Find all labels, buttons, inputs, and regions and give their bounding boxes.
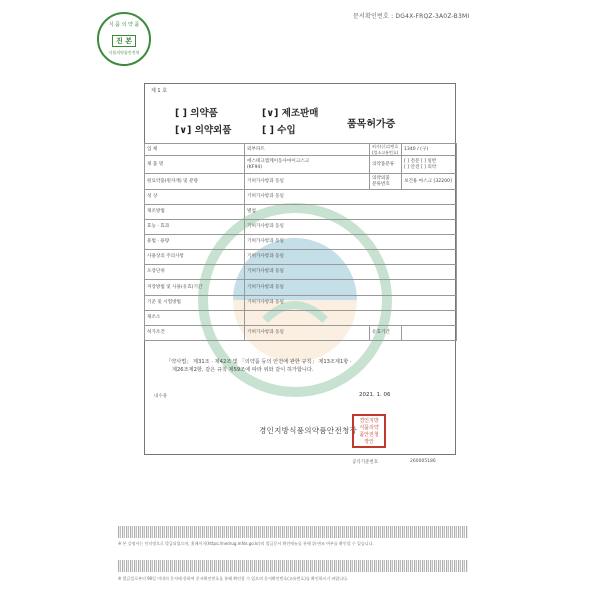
check-import: [ ] 수입 bbox=[262, 125, 296, 136]
value-drug-class-1: [ ] 전문 [ ] 일반 bbox=[404, 159, 437, 164]
value-ingredients: 기허가사항과 동일 bbox=[245, 174, 370, 190]
table-row bbox=[145, 311, 457, 326]
official-seal bbox=[352, 414, 386, 448]
label-efficacy: 효능 · 효과 bbox=[145, 220, 245, 235]
table-row bbox=[145, 250, 457, 265]
label-packaging: 포장단위 bbox=[145, 265, 245, 280]
label-drug-class: 의약품분류 bbox=[370, 156, 402, 174]
verification-barcode-2 bbox=[118, 560, 468, 572]
stamp-badge: 진 본 bbox=[112, 35, 136, 47]
label-product-name: 제 품 명 bbox=[145, 156, 245, 174]
table-row bbox=[145, 205, 457, 220]
value-manufacturing-method: 별첨 bbox=[245, 205, 457, 220]
reference-number: 260005186 bbox=[410, 459, 436, 464]
stamp-bottom-text: 식품의약품안전처 bbox=[108, 50, 140, 55]
footnote-line-2: ※ 발급일로부터 90일 이내의 문서에 한하여 문서확인번호를 통해 확인할 수 있으며 문서확인번호(고유번호)를 확인하시기 바랍니다. bbox=[118, 576, 349, 581]
label-license-number: 허가(신고)번호 bbox=[372, 144, 399, 149]
label-validity: 유효기간 bbox=[370, 326, 402, 341]
stamp-top-text: 식 품 의 약 품 bbox=[108, 22, 140, 28]
value-efficacy: 기허가사항과 동일 bbox=[245, 220, 457, 235]
note-line-1: 「약사법」 제31조 · 제42조 및 「의약품 등의 안전에 관한 규칙」 제13조제1항 · bbox=[166, 359, 352, 365]
issuing-agency: 경인지방식품의약품안전청장 bbox=[259, 426, 358, 435]
value-appearance: 기허가사항과 동일 bbox=[245, 190, 457, 205]
label-dosage: 용법 · 용량 bbox=[145, 235, 245, 250]
label-company: 업 체 bbox=[145, 144, 245, 156]
value-validity bbox=[402, 326, 457, 341]
seal-line-4: 장인 bbox=[364, 439, 374, 445]
reference-label: 공식기준번호 bbox=[352, 460, 379, 465]
product-info-table bbox=[144, 143, 457, 341]
label-manufacturer: 제조소 bbox=[145, 311, 245, 326]
seal-line-2: 식품의약 bbox=[359, 425, 379, 431]
value-product-name: 에스테크엠케이동사마이크스크 bbox=[247, 159, 310, 164]
note-line-2: 제26조제2항, 같은 규칙 제59조에 따라 위와 같이 허가합니다. bbox=[172, 367, 314, 373]
value-company: 외부파트 bbox=[245, 144, 370, 156]
table-row bbox=[145, 326, 457, 341]
verification-barcode bbox=[118, 526, 468, 538]
label-license-sub: (업소고유번호) bbox=[372, 149, 399, 155]
table-row bbox=[145, 144, 457, 156]
table-row bbox=[145, 265, 457, 280]
table-row bbox=[145, 296, 457, 311]
value-drug-class-2: [ ] 안전 [ ] 의약 bbox=[404, 164, 437, 170]
certificate-title: 품목허가증 bbox=[347, 119, 396, 130]
value-class-number: 보건용 마스크 [32200] bbox=[402, 174, 457, 190]
value-packaging: 기허가사항과 동일 bbox=[245, 265, 457, 280]
authenticity-stamp bbox=[97, 12, 151, 66]
label-quasi-drug: 의약외품 bbox=[372, 176, 390, 181]
value-license-number: 1340 / (구) bbox=[402, 144, 457, 156]
label-class-number: 분류번호 bbox=[372, 181, 390, 187]
document-number: 문서확인번호 : DG4X-FRQZ-3A0Z-B3MI bbox=[353, 13, 470, 20]
table-row bbox=[145, 190, 457, 205]
check-medicine: [ ] 의약품 bbox=[175, 108, 218, 119]
value-dosage: 기허가사항과 동일 bbox=[245, 235, 457, 250]
label-ingredients: 원료약품(원자재) 및 분량 bbox=[145, 174, 245, 190]
label-conditions: 허가조건 bbox=[145, 326, 245, 341]
check-quasi-drug: [∨] 의약외품 bbox=[175, 125, 232, 136]
value-manufacturer bbox=[245, 311, 457, 326]
footnote-line-1: ※ 본 증명서는 인터넷으로 발급되었으며, 홈페이지(https://nedrug.mfds.go.kr)의 발급문서 확인메뉴를 통해 위·변조 여부를 확인할 수 있습니다. bbox=[118, 541, 374, 546]
value-storage: 기허가사항과 동일 bbox=[245, 280, 457, 296]
check-manufacture-sale: [∨] 제조판매 bbox=[262, 108, 319, 119]
domestic-mark: 내수용 bbox=[154, 394, 168, 399]
label-appearance: 성 상 bbox=[145, 190, 245, 205]
seal-line-3: 품안전청 bbox=[359, 432, 379, 438]
issue-date: 2021. 1. 06 bbox=[359, 392, 391, 398]
value-precautions: 기허가사항과 동일 bbox=[245, 250, 457, 265]
label-test-method: 기준 및 시험방법 bbox=[145, 296, 245, 311]
form-number: 제 1 호 bbox=[151, 88, 168, 94]
label-storage: 저장방법 및 사용(유효)기간 bbox=[145, 280, 245, 296]
table-row bbox=[145, 280, 457, 296]
seal-line-1: 경인지방 bbox=[359, 418, 379, 424]
value-test-method: 기허가사항과 동일 bbox=[245, 296, 457, 311]
table-row bbox=[145, 220, 457, 235]
value-product-sub: (KF94) bbox=[247, 164, 263, 170]
value-conditions: 기허가사항과 동일 bbox=[245, 326, 370, 341]
label-precautions: 사용상의 주의사항 bbox=[145, 250, 245, 265]
table-row bbox=[145, 156, 457, 174]
label-manufacturing-method: 제조방법 bbox=[145, 205, 245, 220]
table-row bbox=[145, 174, 457, 190]
legal-basis-note bbox=[166, 358, 436, 374]
table-row bbox=[145, 235, 457, 250]
